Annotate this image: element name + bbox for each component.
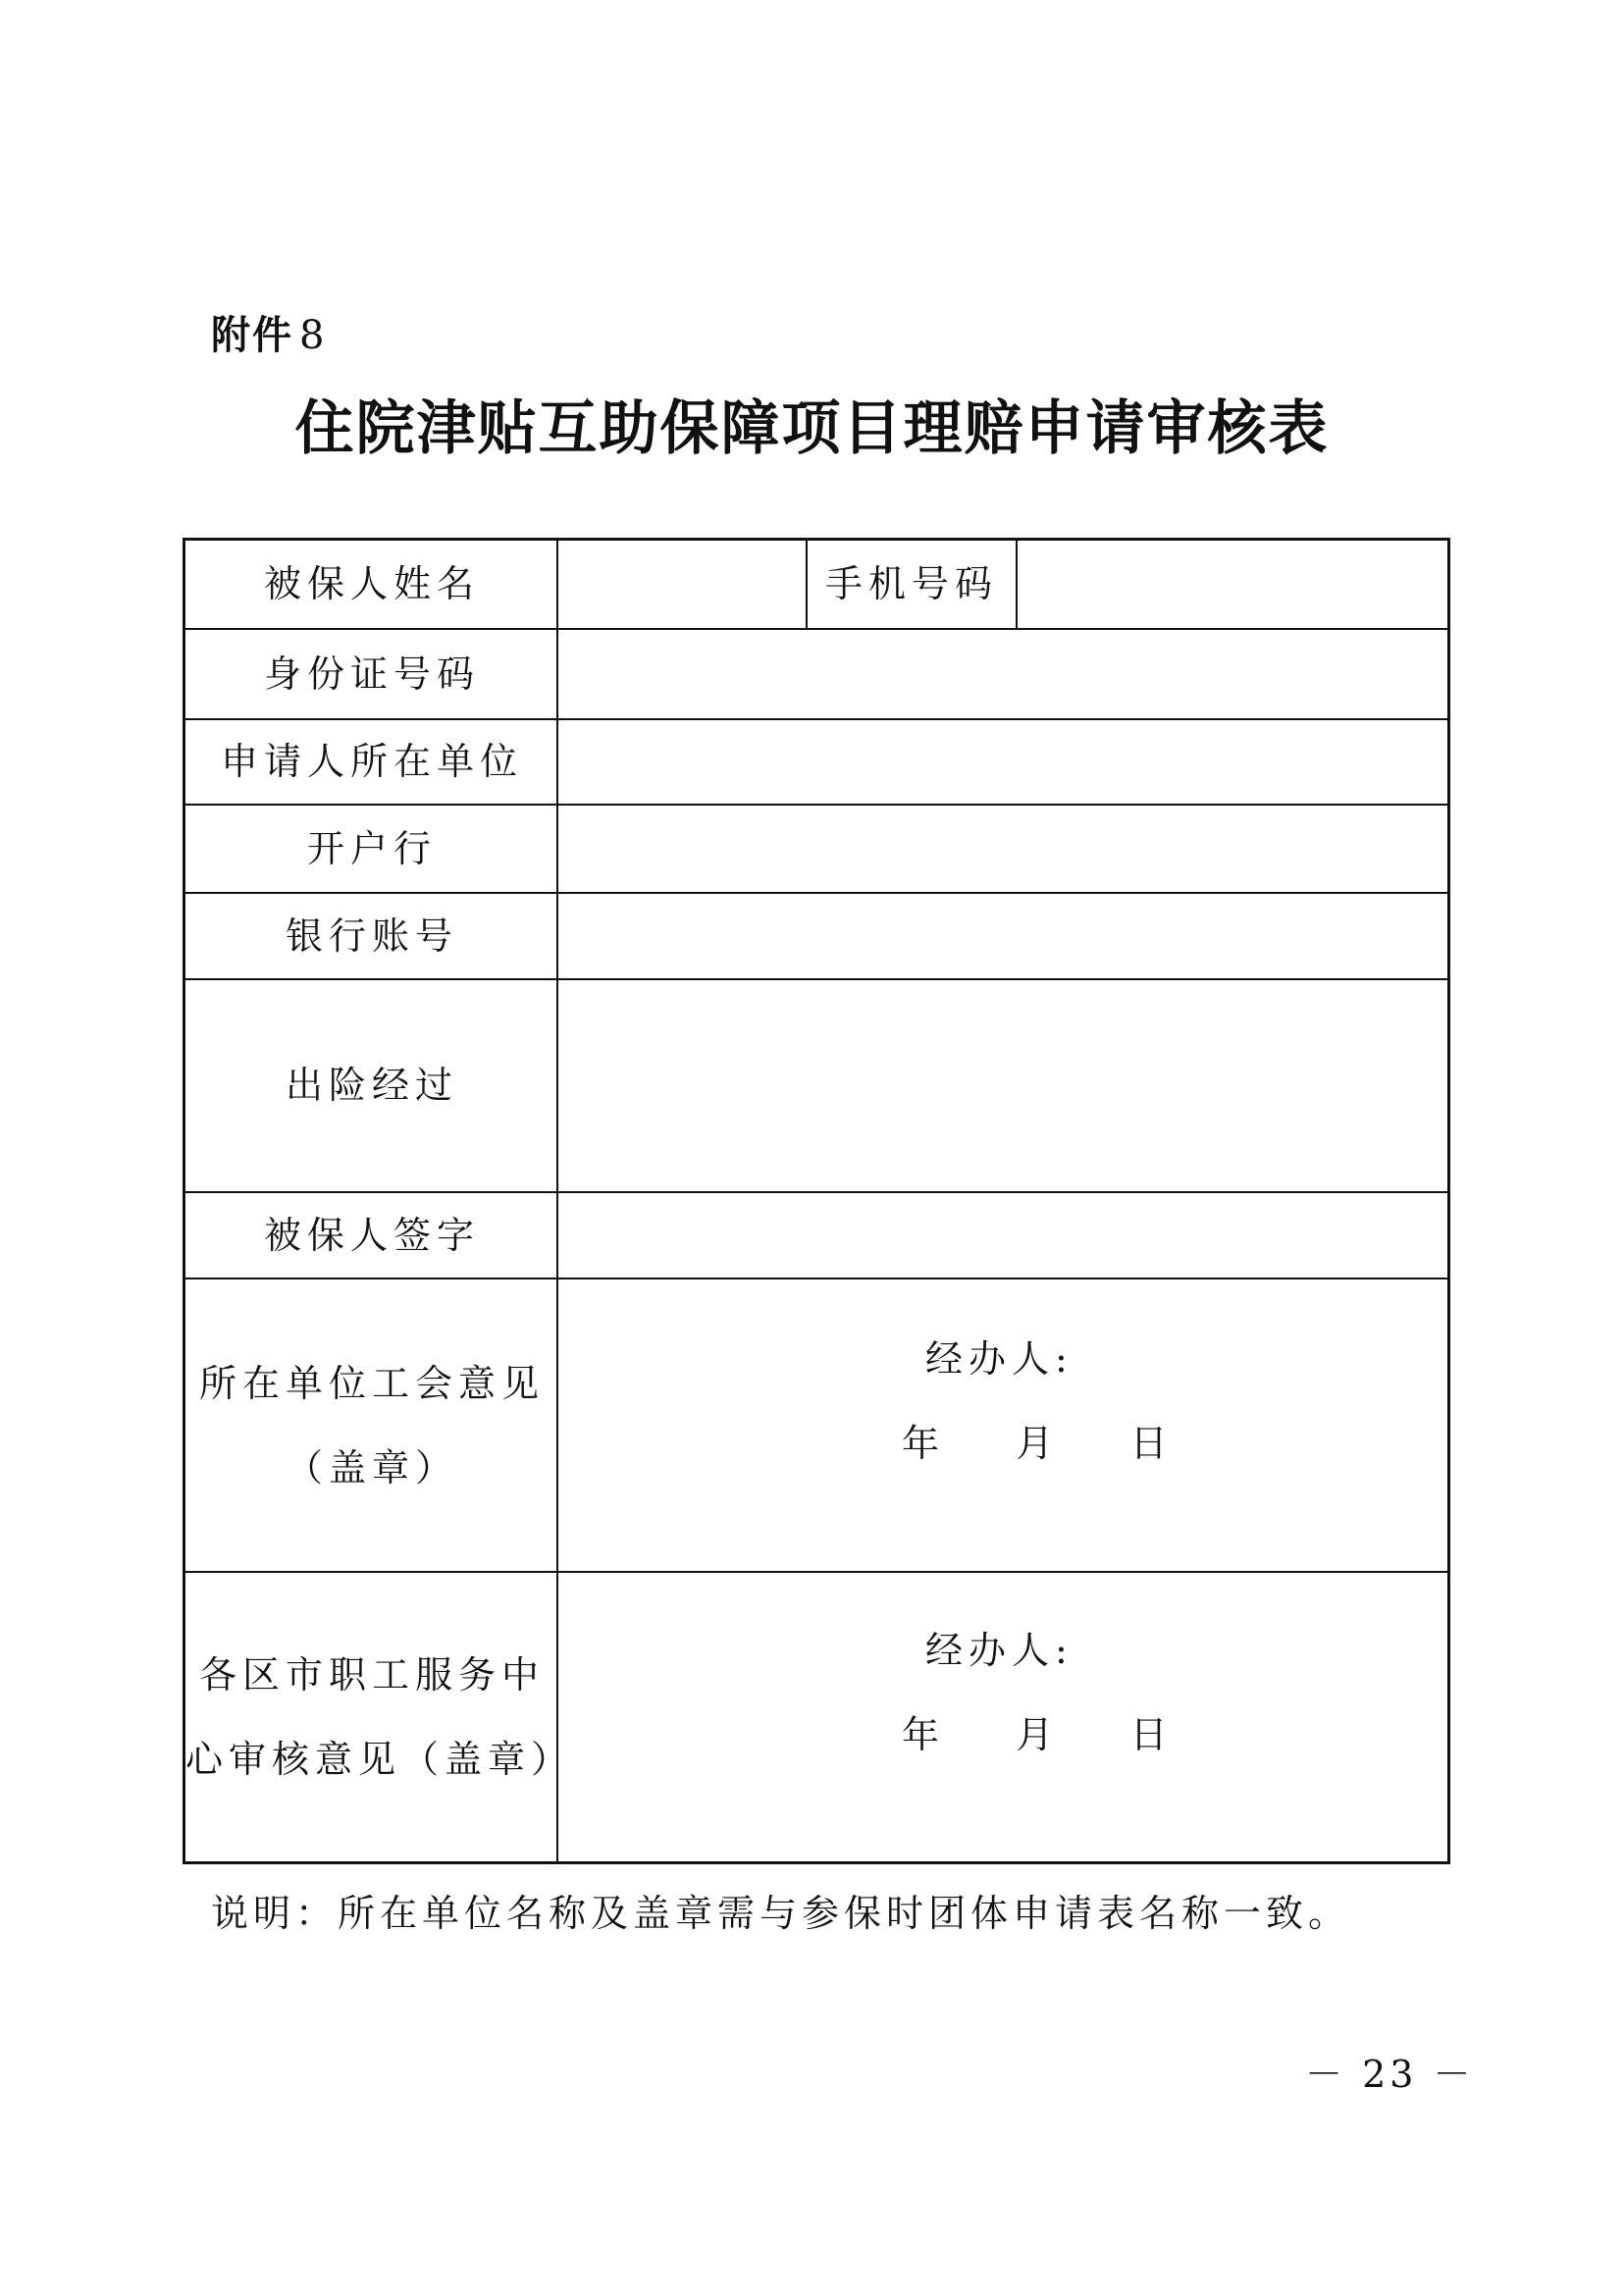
account-field[interactable] <box>558 894 1447 978</box>
incident-field[interactable] <box>558 980 1447 1191</box>
attachment-text: 附件 <box>211 313 293 358</box>
center-opinion-field[interactable] <box>558 1573 1447 1861</box>
phone-label: 手机号码 <box>824 562 998 606</box>
union-opinion-label-line1: 所在单位工会意见 <box>198 1361 545 1405</box>
claim-form-table <box>183 538 1450 1864</box>
union-handler-text: 经办人: <box>925 1337 1074 1381</box>
center-opinion-label-line1: 各区市职工服务中 <box>198 1653 545 1696</box>
union-opinion-field[interactable] <box>558 1279 1447 1571</box>
center-date-text: 年 月 日 <box>902 1713 1174 1756</box>
center-opinion-label-line2: 心审核意见（盖章） <box>185 1738 575 1781</box>
attachment-label <box>211 306 326 365</box>
phone-field[interactable] <box>1018 541 1447 628</box>
bank-label: 开户行 <box>306 826 437 870</box>
footer-note: 说明：所在单位名称及盖章需与参保时团体申请表名称一致。 <box>211 1892 1351 1935</box>
signature-label: 被保人签字 <box>263 1213 480 1257</box>
bank-field[interactable] <box>558 806 1447 892</box>
union-opinion-label <box>185 1279 558 1571</box>
id-number-label: 身份证号码 <box>263 652 480 696</box>
account-label: 银行账号 <box>285 913 458 958</box>
id-number-field[interactable] <box>558 630 1447 718</box>
attachment-number: 8 <box>299 313 327 358</box>
union-opinion-label-line2: （盖章） <box>285 1445 458 1489</box>
union-date-text: 年 月 日 <box>902 1422 1174 1465</box>
signature-field[interactable] <box>558 1193 1447 1278</box>
incident-label: 出险经过 <box>285 1064 458 1108</box>
insured-name-label: 被保人姓名 <box>263 562 480 606</box>
page-number: － 23 － <box>1305 2053 1475 2096</box>
applicant-unit-field[interactable] <box>558 720 1447 804</box>
applicant-unit-label: 申请人所在单位 <box>220 740 523 784</box>
center-opinion-label <box>185 1573 575 1861</box>
insured-name-field[interactable] <box>558 541 806 628</box>
center-handler-text: 经办人: <box>925 1629 1074 1672</box>
page-title: 住院津贴互助保障项目理赔申请审核表 <box>294 394 1330 463</box>
